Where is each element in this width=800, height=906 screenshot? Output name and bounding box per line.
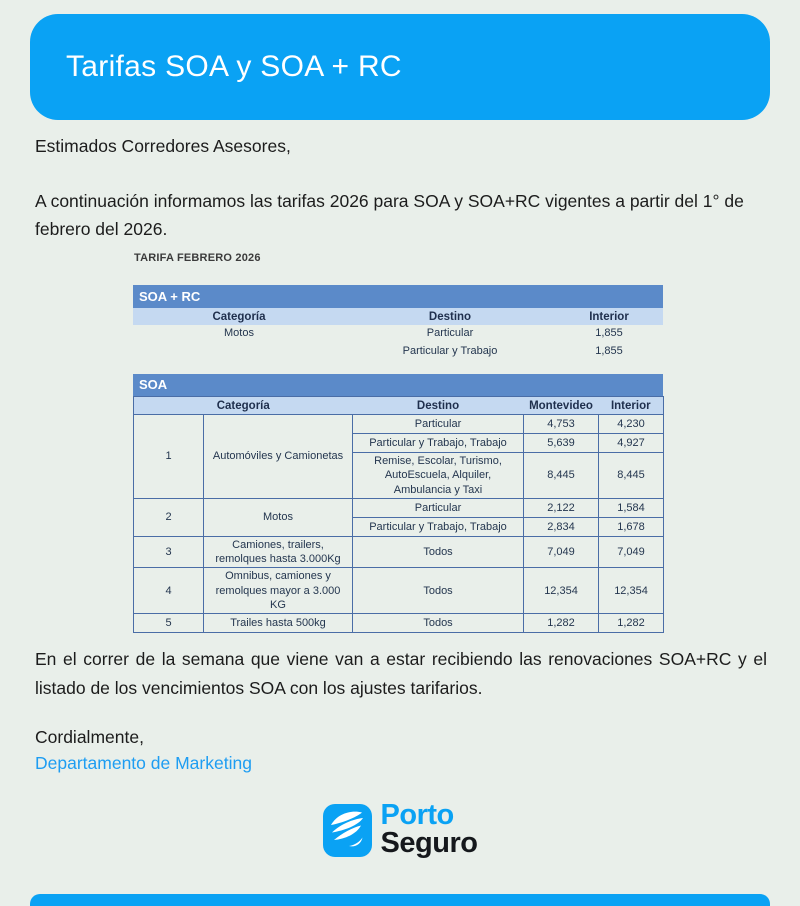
soa-rc-table-title: SOA + RC <box>133 285 663 308</box>
montevideo-value: 5,639 <box>524 434 599 453</box>
column-header-destino: Destino <box>345 308 555 325</box>
montevideo-value: 8,445 <box>524 453 599 499</box>
soa-table-grid <box>133 396 664 633</box>
montevideo-value: 1,282 <box>524 614 599 633</box>
column-header-categoria: Categoría <box>133 308 345 325</box>
destino-cell: Remise, Escolar, Turismo, AutoEscuela, Alquiler, Ambulancia y Taxi <box>353 453 524 499</box>
intro-paragraph: A continuación informamos las tarifas 2026 para SOA y SOA+RC vigentes a partir del 1° de febrero del 2026. <box>35 191 744 239</box>
page-title: Tarifas SOA y SOA + RC <box>66 50 402 83</box>
categoria-cell: Automóviles y Camionetas <box>204 415 353 499</box>
footer-banner <box>30 894 770 906</box>
interior-value: 1,282 <box>599 614 664 633</box>
destino-cell: Todos <box>353 536 524 568</box>
header-banner <box>30 14 770 120</box>
column-header-montevideo: Montevideo <box>524 397 599 415</box>
destino-cell: Particular y Trabajo, Trabajo <box>353 434 524 453</box>
greeting-text: Estimados Corredores Asesores, <box>35 136 291 156</box>
destino-cell: Particular <box>353 415 524 434</box>
destino-cell: Todos <box>353 568 524 614</box>
categoria-cell: Motos <box>224 327 254 339</box>
interior-value: 12,354 <box>599 568 664 614</box>
signature-link[interactable]: Departamento de Marketing <box>35 753 252 773</box>
interior-value: 7,049 <box>599 536 664 568</box>
table-row <box>134 568 664 614</box>
montevideo-value: 12,354 <box>524 568 599 614</box>
row-number-cell: 1 <box>134 415 204 499</box>
logo-word-seguro: Seguro <box>380 827 478 859</box>
column-header-categoria: Categoría <box>134 397 353 415</box>
row-number-cell: 3 <box>134 536 204 568</box>
categoria-cell: Camiones, trailers, remolques hasta 3.000Kg <box>204 536 353 568</box>
montevideo-value: 7,049 <box>524 536 599 568</box>
destino-cell: Particular <box>426 327 474 339</box>
tariff-caption: TARIFA FEBRERO 2026 <box>134 252 261 264</box>
destino-cell: Todos <box>353 614 524 633</box>
table-row <box>134 415 664 434</box>
closing-paragraph: En el correr de la semana que viene van a estar recibiendo las renovaciones SOA+RC y el listado de los vencimientos SOA con los ajustes tarifarios. <box>35 649 767 698</box>
soa-table <box>133 374 663 633</box>
signoff-text: Cordialmente, <box>35 727 144 747</box>
row-number-cell: 5 <box>134 614 204 633</box>
montevideo-value: 2,834 <box>524 517 599 536</box>
interior-value: 1,855 <box>595 327 623 339</box>
interior-value: 1,678 <box>599 517 664 536</box>
logo-word-porto: Porto <box>380 799 454 831</box>
sailboat-icon <box>323 804 372 857</box>
column-header-interior: Interior <box>599 397 664 415</box>
montevideo-value: 4,753 <box>524 415 599 434</box>
categoria-cell: Omnibus, camiones y remolques mayor a 3.000 KG <box>204 568 353 614</box>
interior-value: 4,927 <box>599 434 664 453</box>
interior-value: 1,855 <box>595 345 623 357</box>
categoria-cell: Motos <box>204 498 353 536</box>
table-row <box>134 536 664 568</box>
porto-seguro-logo <box>0 801 800 857</box>
interior-value: 4,230 <box>599 415 664 434</box>
destino-cell: Particular y Trabajo <box>402 345 498 357</box>
table-header-row <box>134 397 664 415</box>
column-header-destino: Destino <box>353 397 524 415</box>
interior-value: 1,584 <box>599 498 664 517</box>
table-row <box>134 498 664 517</box>
destino-cell: Particular y Trabajo, Trabajo <box>353 517 524 536</box>
table-row <box>133 343 663 361</box>
table-header-row <box>133 308 663 325</box>
soa-rc-table <box>133 285 663 361</box>
soa-table-title: SOA <box>133 374 663 396</box>
destino-cell: Particular <box>353 498 524 517</box>
categoria-cell <box>133 343 345 361</box>
interior-value: 8,445 <box>599 453 664 499</box>
montevideo-value: 2,122 <box>524 498 599 517</box>
categoria-cell: Trailes hasta 500kg <box>204 614 353 633</box>
table-row <box>133 325 663 343</box>
row-number-cell: 2 <box>134 498 204 536</box>
row-number-cell: 4 <box>134 568 204 614</box>
column-header-interior: Interior <box>555 308 663 325</box>
soa-rc-table-grid <box>133 308 663 361</box>
logo-wordmark <box>381 801 478 857</box>
table-row <box>134 614 664 633</box>
